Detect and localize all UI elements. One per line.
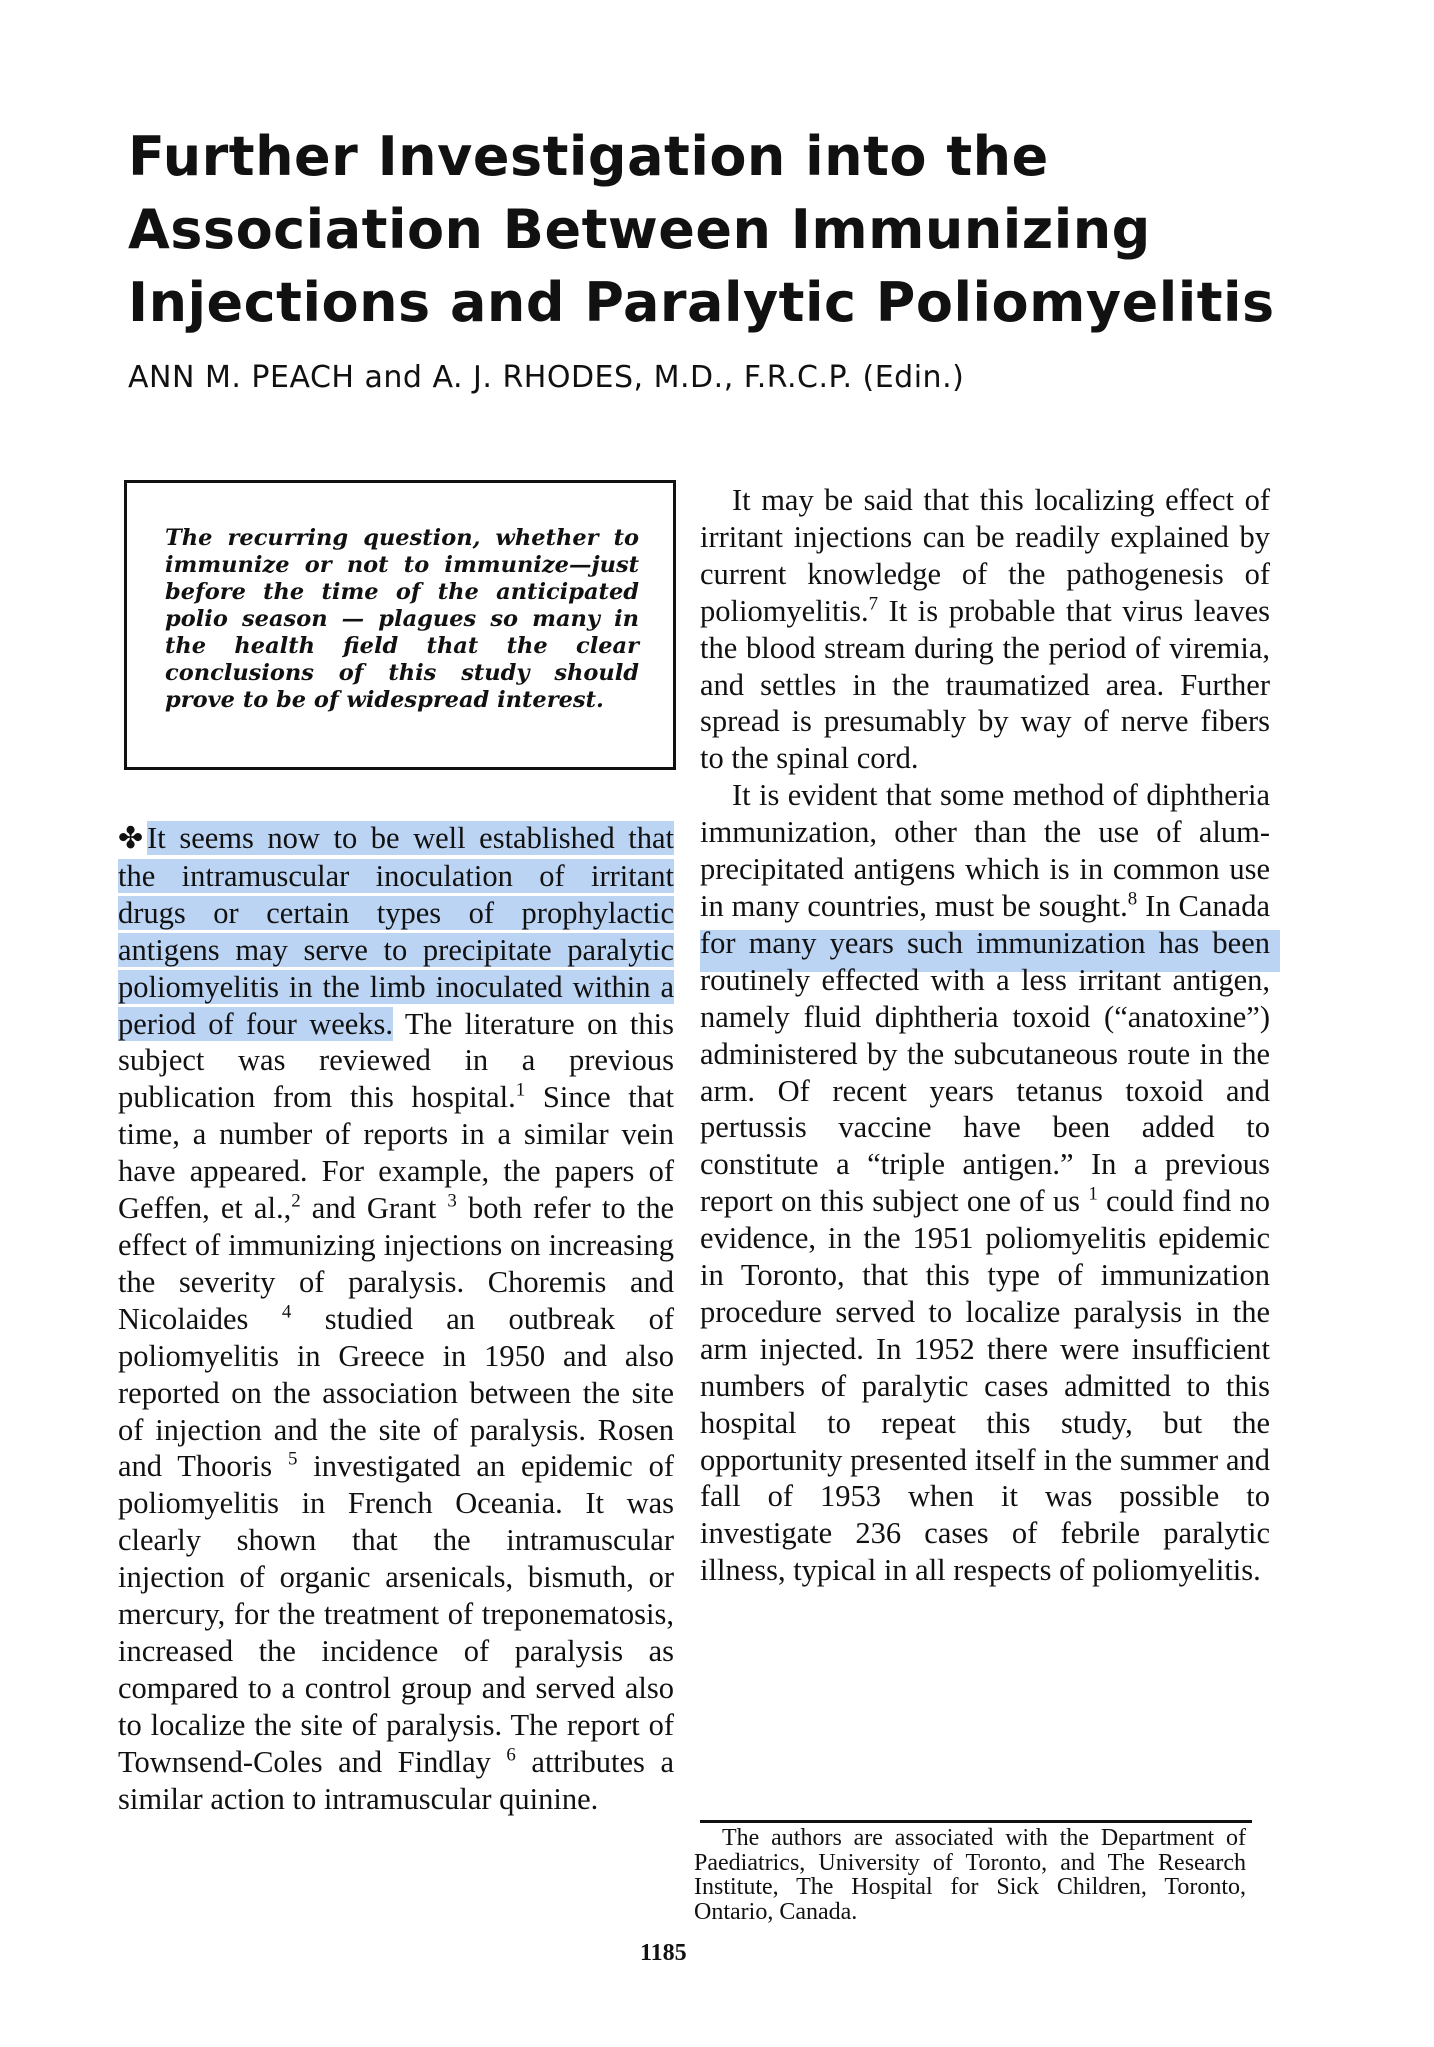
page-number: 1185 <box>640 1940 687 1966</box>
paragraph-text: It is evident that some method of diphtheria immunization, other than the use of alum-precipitated antigens which is in common use in many countries, must be sought. <box>700 778 1270 923</box>
paragraph-text: both refer to the effect of immunizing injections on increasing the severity of paralysis. Choremis and Nicolaides <box>118 1191 674 1336</box>
left-column[interactable] <box>118 820 674 1817</box>
paragraph-text: It may be said that this localizing effect of irritant injections can be readily explained by current knowledge of the pathogenesis of poliomyelitis. <box>700 483 1270 628</box>
reference-marker: 5 <box>287 1449 298 1471</box>
abstract-text: The recurring question, whether to immunize or not to immunize—just before the time of the anticipated polio season — plagues so many in the health field that the clear conclusions of this study should prove to be of widespread interest. <box>165 525 639 713</box>
reference-marker: 8 <box>1127 888 1138 910</box>
reference-marker: 7 <box>868 593 879 615</box>
author-byline: ANN M. PEACH and A. J. RHODES, M.D., F.R.C.P. (Edin.) <box>128 360 965 395</box>
selected-text[interactable]: It seems now to be well established that the intramuscular inoculation of irritant drugs or certain types of prophylactic antigens may serve to precipitate paralytic poliomyelitis in the limb inoculated within a period of four weeks. <box>118 821 674 1041</box>
right-paragraph-2[interactable] <box>700 777 1270 1589</box>
reference-marker: 2 <box>291 1190 301 1212</box>
right-paragraph-1[interactable] <box>700 482 1270 777</box>
paragraph-text: studied an outbreak of poliomyelitis in Greece in 1950 and also reported on the association between the site of injection and the site of paralysis. Rosen and Thooris <box>118 1301 674 1484</box>
paragraph-text: In Canada for many years such immunization has been routinely effected with a less irritant antigen, namely fluid diphtheria toxoid (“anatoxine”) administered by the subcutaneous route in the arm. Of recent years tetanus toxoid and pertussis vaccine have been added to constitute a “triple antigen.” In a previous report on this subject one of us <box>700 888 1271 1219</box>
right-column[interactable] <box>700 482 1270 1589</box>
paragraph-text: could find no evidence, in the 1951 poliomyelitis epidemic in Toronto, that this type of immunization procedure served to localize paralysis in the arm injected. In 1952 there were insufficient numbers of paralytic cases admitted to this hospital to repeat this study, but the opportunity presented itself in the summer and fall of 1953 when it was possible to investigate 236 cases of febrile paralytic illness, typical in all respects of poliomyelitis. <box>700 1184 1270 1588</box>
paragraph-text: Since that time, a number of reports in a similar vein have appeared. For example, the papers of Geffen, et al., <box>118 1080 675 1226</box>
paragraph-text: and Grant <box>311 1191 437 1226</box>
reference-marker: 1 <box>515 1080 526 1101</box>
ornament-icon: ✤ <box>118 822 144 855</box>
article-title: Further Investigation into the Association Between Immunizing Injections and Paralytic Poliomyelitis <box>128 125 1275 334</box>
paragraph-text: investigated an epidemic of poliomyelitis in French Oceania. It was clearly shown that the intramuscular injection of organic arsenicals, bismuth, or mercury, for the treatment of treponematosis, increased the incidence of paralysis as compared to a control group and served also to localize the site of paralysis. The report of Townsend-Coles and Findlay <box>118 1449 675 1779</box>
reference-marker: 1 <box>1088 1183 1098 1205</box>
footnote-divider <box>700 1820 1252 1823</box>
left-paragraph[interactable] <box>118 820 674 1817</box>
paragraph-text: It is probable that virus leaves the blood stream during the period of viremia, and settles in the traumatized area. Further spread is presumably by way of nerve fibers to the spinal cord. <box>700 593 1271 776</box>
abstract-box <box>124 480 676 770</box>
paragraph-text: The literature on this subject was reviewed in a previous publication from this hospital. <box>118 1006 675 1115</box>
reference-marker: 6 <box>506 1744 516 1766</box>
reference-marker: 4 <box>281 1301 292 1323</box>
paragraph-text: attributes a similar action to intramuscular quinine. <box>118 1744 674 1816</box>
reference-marker: 3 <box>447 1190 457 1212</box>
author-affiliation-footnote: The authors are associated with the Department of Paediatrics, University of Toronto, and The Research Institute, The Hospital for Sick Children, Toronto, Ontario, Canada. <box>694 1825 1246 1925</box>
